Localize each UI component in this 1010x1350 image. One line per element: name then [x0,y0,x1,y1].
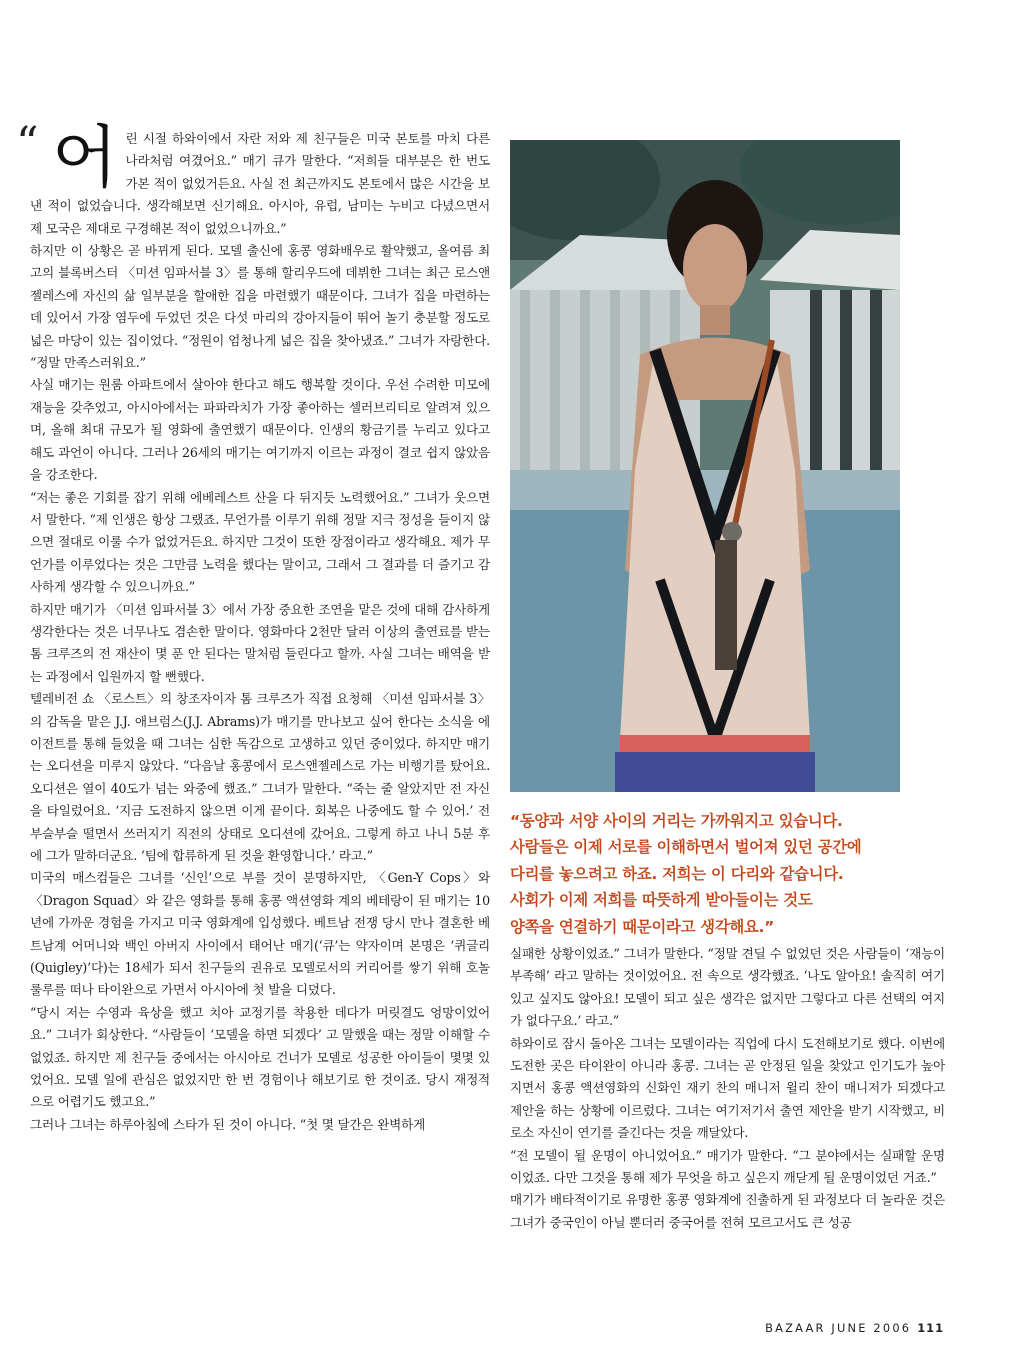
pull-quote-line: 사회가 이제 저희를 따뜻하게 받아들이는 것도 [510,891,813,910]
paragraph: 실패한 상황이었죠.” 그녀가 말한다. “정말 견딜 수 없었던 것은 사람들이 ‘재능이 부족해’ 라고 말하는 것이었어요. 전 속으로 생각했죠. ‘나도 알아요! 솔직히 여기 있고 싶지도 않아요! 모델이 되고 싶은 생각은 없지만 그렇다고 다른 선택의 여지가 없다구요.’ 라고.” [510,946,945,1029]
paragraph: 그러나 그녀는 하루아침에 스타가 된 것이 아니다. “첫 몇 달간은 완벽하게 [30,1116,426,1132]
page-footer [734,1321,944,1335]
paragraph: “당시 저는 수영과 육상을 했고 치아 교정기를 착용한 데다가 머릿결도 엉망이었어요.” 그녀가 회상한다. “사람들이 ‘모델을 하면 되겠다’ 고 말했을 때는 정말 이해할 수 없었죠. 하지만 제 친구들 중에서는 아시아로 건너가 모델로 성공한 아이들이 몇몇 있었어요. 모델 일에 관심은 없었지만 한 번 경험이나 해보기로 한 것이죠. 당시 재정적으로 어렵기도 했고요.” [30,1004,490,1110]
paragraph-text: 린 시절 하와이에서 자란 저와 제 친구들은 미국 본토를 마치 다른 나라처럼 여겼어요.” 매기 큐가 말한다. “저희들 대부분은 한 번도 가본 적이 없었거든요. 사실 전 최근까지도 본토에서 많은 시간을 보낸 적이 없었습니다. 생각해보면 신기해요. 아시아, 유럽, 남미는 누비고 다녔으면서 제 모국은 제대로 구경해본 적이 없었으니까요.” [30,131,490,236]
pull-quote-line: 다리를 놓으려고 하죠. 저희는 이 다리와 같습니다. [510,864,844,883]
paragraph: 미국의 매스컴들은 그녀를 ‘신인’으로 부를 것이 분명하지만, 〈Gen-Y Cops〉와 〈Dragon Squad〉와 같은 영화를 통해 홍콩 액션영화 계의 베테랑이 된 매기는 10년에 가까운 경험을 가지고 미국 영화계에 입성했다. 베트남 전쟁 당시 만나 결혼한 베트남계 어머니와 백인 아버지 사이에서 태어난 매기(‘큐’는 약자이며 본명은 ‘퀴글리(Quigley)’다)는 18세가 되서 친구들의 권유로 모델로서의 커리어를 쌓기 위해 호놀룰루를 떠나 타이완으로 가면서 아시아에 첫 발을 디뎠다. [30,870,490,998]
paragraph: “저는 좋은 기회를 잡기 위해 에베레스트 산을 다 뒤지듯 노력했어요.” 그녀가 웃으면서 말한다. “제 인생은 항상 그랬죠. 무언가를 이루기 위해 정말 지극 정성을 들이지 않으면 절대로 이룰 수가 없었거든요. 하지만 그것이 또한 장점이라고 생각해요. 제가 무언가를 이루었다는 것은 그만큼 노력을 했다는 말이고, 그래서 그 결과를 더 즐기고 감사하게 생각할 수 있으니까요.” [30,489,490,595]
opening-quote-mark: “ [16,118,39,169]
paragraph: “전 모델이 될 운명이 아니었어요.” 매기가 말한다. “그 분야에서는 실패할 운명이었죠. 다만 그것을 통해 제가 무엇을 하고 싶은지 깨닫게 될 운명이었던 거죠.” [510,1147,945,1186]
paragraph: 텔레비전 쇼 〈로스트〉의 창조자이자 톰 크루즈가 직접 요청해 〈미션 임파서블 3〉의 감독을 맡은 J.J. 애브럼스(J.J. Abrams)가 매기를 만나보고 싶어 한다는 소식을 에이전트를 통해 들었을 때 그녀는 심한 독감으로 고생하고 있던 중이었다. 하지만 매기는 오디션을 미루지 않았다. “다음날 홍콩에서 로스앤젤레스로 가는 비행기를 탔어요. 오디션은 열이 40도가 넘는 와중에 했죠.” 그녀가 말한다. “죽는 줄 알았지만 전 자신을 타일렀어요. ‘지금 도전하지 않으면 이게 끝이다. 회복은 나중에도 할 수 있어.’ 전 부슬부슬 떨면서 쓰러지기 직전의 상태로 오디션에 갔어요. 그렇게 하고 나니 5분 후에 그가 말하더군요. ‘팀에 합류하게 된 것을 환영합니다.’ 라고.” [30,691,490,863]
paragraph: 하지만 이 상황은 곧 바뀌게 된다. 모델 출신에 홍콩 영화배우로 활약했고, 올여름 최고의 블록버스터 〈미션 임파서블 3〉를 통해 할리우드에 데뷔한 그녀는 최근 로스앤젤레스에 자신의 삶 일부분을 할애한 집을 마련했기 때문이다. 그녀가 집을 마련하는 데 있어서 가장 염두에 두었던 것은 다섯 마리의 강아지들이 뛰어 놀기 충분할 정도로 넓은 마당이 있는 집이었다. “정원이 엄청나게 넓은 집을 찾아냈죠.” 그녀가 자랑한다. “정말 만족스러워요.” [30,243,490,371]
pull-quote-line: “동양과 서양 사이의 거리는 가까워지고 있습니다. [510,812,843,830]
page-number: 111 [917,1321,944,1335]
pull-quote [510,808,930,940]
article-left-column [16,118,490,1136]
drop-cap: 어 [52,119,118,198]
paragraph: 매기가 배타적이기로 유명한 홍콩 영화계에 진출하게 된 과정보다 더 놀라운 것은 그녀가 중국인이 아닐 뿐더러 중국어를 전혀 모르고서도 큰 성공 [510,1192,945,1230]
paragraph: 하와이로 잠시 돌아온 그녀는 모델이라는 직업에 다시 도전해보기로 했다. 이번에 도전한 곳은 타이완이 아니라 홍콩. 그녀는 곧 안정된 일을 찾았고 인기도가 높아지면서 홍콩 액션영화의 신화인 재키 찬의 매니저 윌리 찬이 매니저가 되겠다고 제안을 하는 상황에 이르렀다. 그녀는 여기저기서 출연 제안을 받기 시작했고, 비로소 자신이 연기를 즐긴다는 것을 깨달았다. [510,1035,945,1141]
pull-quote-line: 사람들은 이제 서로를 이해하면서 벌어져 있던 공간에 [510,838,862,857]
magazine-issue: BAZAAR JUNE 2006 [765,1321,912,1335]
paragraph: 하지만 매기가 〈미션 임파서블 3〉에서 가장 중요한 조연을 맡은 것에 대해 감사하게 생각한다는 것은 너무나도 겸손한 말이다. 영화마다 2천만 달러 이상의 출연료를 받는 톰 크루즈의 전 재산이 몇 푼 안 된다는 말처럼 들린다고 할까. 사실 그녀는 배역을 받는 과정에서 입원까지 할 뻔했다. [30,601,490,684]
opening-paragraph [16,118,490,240]
portrait-photo [510,140,900,792]
paragraph: 사실 매기는 원룸 아파트에서 살아야 한다고 해도 행복할 것이다. 우선 수려한 미모에 재능을 갖추었고, 아시아에서는 파파라치가 가장 좋아하는 셀러브리티로 알려져 있으며, 올해 최대 규모가 될 영화에 출연했기 때문이다. 인생의 황금기를 누리고 있다고 해도 과언이 아니다. 그러나 26세의 매기는 여기까지 이르는 과정이 결코 쉽지 않았음을 강조한다. [30,377,490,483]
pull-quote-line: 양쪽을 연결하기 때문이라고 생각해요.” [510,917,775,936]
portrait-illustration [510,140,900,792]
article-right-column [510,943,945,1234]
